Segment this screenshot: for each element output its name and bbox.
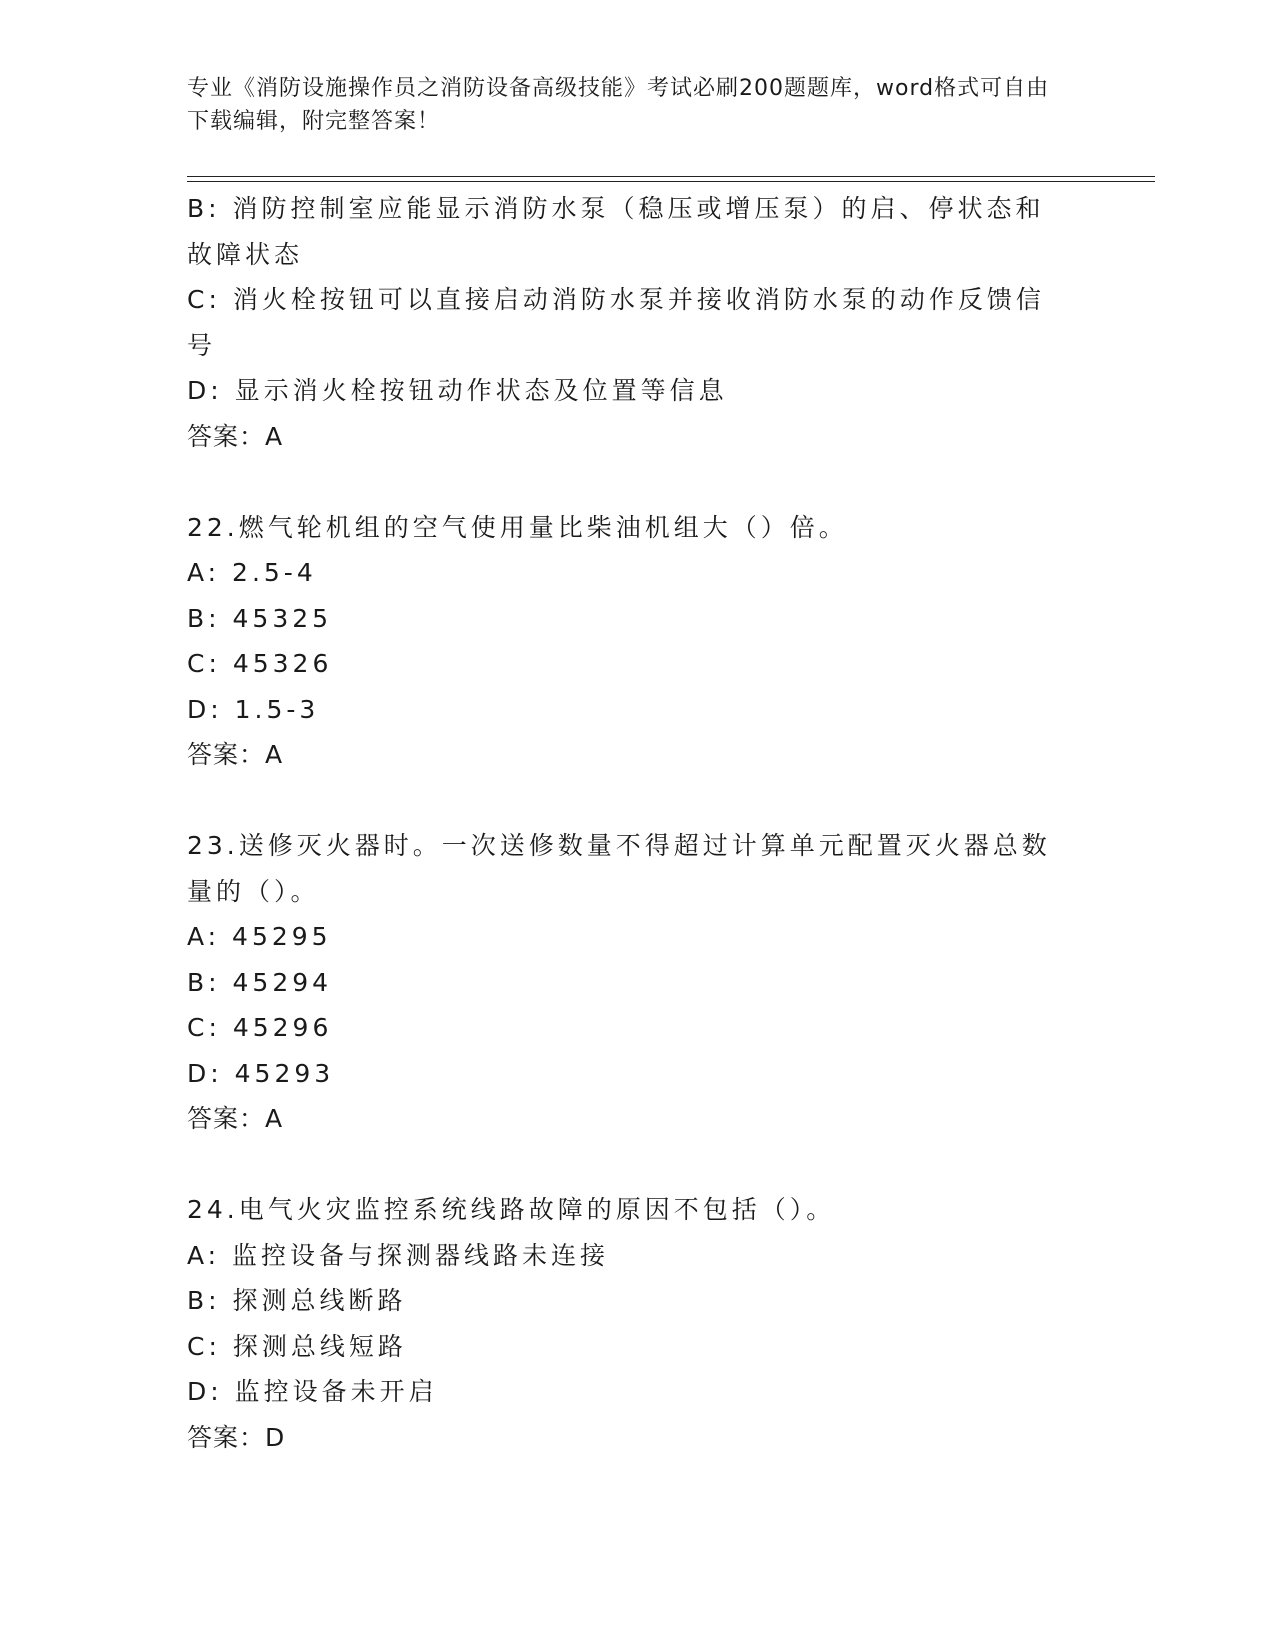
question-stem: 23.送修灭火器时。一次送修数量不得超过计算单元配置灭火器总数量的（）。 (187, 831, 1051, 906)
option-b: B: 45325 (187, 603, 333, 633)
option-b: B: 探测总线断路 (187, 1286, 407, 1315)
document-header (187, 72, 1067, 138)
option-d: D: 45293 (187, 1058, 335, 1088)
option-d: D: 显示消火栓按钮动作状态及位置等信息 (187, 376, 728, 405)
header-divider-bottom (187, 181, 1155, 182)
question-22 (187, 505, 1067, 778)
question-stem: 24.电气火灾监控系统线路故障的原因不包括（）。 (187, 1195, 836, 1224)
answer-line: 答案：A (187, 421, 284, 451)
question-list (187, 186, 1067, 1460)
option-c: C: 45296 (187, 1013, 333, 1042)
option-b: B: 45294 (187, 967, 333, 997)
option-d: D: 监控设备未开启 (187, 1377, 438, 1406)
question-24 (187, 1187, 1067, 1460)
header-divider-top (187, 176, 1155, 177)
option-c: C: 45326 (187, 649, 333, 678)
option-c: C: 消火栓按钮可以直接启动消防水泵并接收消防水泵的动作反馈信号 (187, 285, 1045, 360)
answer-line: 答案：D (187, 1422, 286, 1452)
header-text: 专业《消防设施操作员之消防设备高级技能》考试必刷200题题库，word格式可自由下载编辑，附完整答案！ (187, 76, 1050, 134)
question-stem: 22.燃气轮机组的空气使用量比柴油机组大（）倍。 (187, 512, 848, 542)
option-a: A: 45295 (187, 922, 332, 951)
option-c: C: 探测总线短路 (187, 1331, 407, 1361)
option-a: A: 监控设备与探测器线路未连接 (187, 1240, 610, 1270)
answer-line: 答案：A (187, 740, 284, 769)
option-b: B: 消防控制室应能显示消防水泵（稳压或增压泵）的启、停状态和故障状态 (187, 194, 1045, 269)
option-a: A: 2.5-4 (187, 558, 317, 587)
option-d: D: 1.5-3 (187, 694, 320, 724)
question-fragment (187, 186, 1067, 459)
question-23 (187, 823, 1067, 1142)
answer-line: 答案：A (187, 1104, 284, 1133)
